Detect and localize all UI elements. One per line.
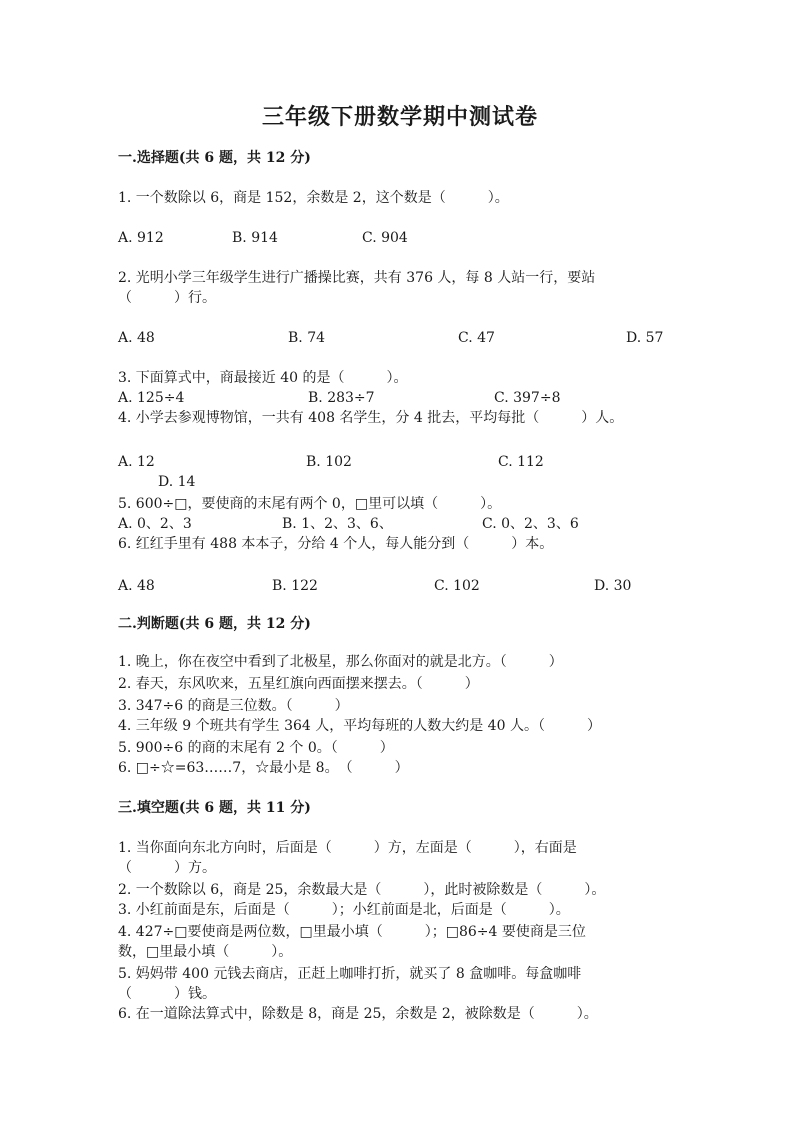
question-text: 2. 一个数除以 6，商是 25，余数最大是（ ），此时被除数是（ ）。 [118, 882, 606, 898]
question-text-continued: （ ）方。 [118, 860, 216, 876]
question-text: 1. 晚上，你在夜空中看到了北极星，那么你面对的就是北方。（ ） [118, 654, 563, 670]
question-text-continued: （ ）钱。 [118, 986, 216, 1002]
question-text: 2. 春天，东风吹来，五星红旗向西面摆来摆去。（ ） [118, 676, 479, 692]
option-b: B. 1、2、3、6、 [282, 516, 393, 532]
question-text: 5. 900÷6 的商的末尾有 2 个 0。（ ） [118, 740, 394, 756]
option-c: C. 904 [362, 230, 408, 246]
option-d: D. 57 [626, 330, 664, 346]
question-text-continued: 数，□里最小填（ ）。 [118, 944, 293, 960]
question-text: 4. 小学去参观博物馆，一共有 408 名学生，分 4 批去，平均每批（ ）人。 [118, 410, 624, 426]
question-text: 6. 红红手里有 488 本本子，分给 4 个人，每人能分到（ ）本。 [118, 536, 554, 552]
question-text: 6. 在一道除法算式中，除数是 8，商是 25，余数是 2，被除数是（ ）。 [118, 1006, 598, 1022]
question-text: 4. 三年级 9 个班共有学生 364 人，平均每班的人数大约是 40 人。（ ） [118, 718, 601, 734]
question-text: 1. 当你面向东北方向时，后面是（ ）方，左面是（ ），右面是 [118, 840, 577, 856]
option-c: C. 397÷8 [494, 390, 561, 406]
option-a: A. 48 [118, 578, 155, 594]
section-heading-fill-in: 三.填空题(共 6 题，共 11 分) [118, 800, 311, 816]
question-text: 3. 小红前面是东，后面是（ ）；小红前面是北，后面是（ ）。 [118, 902, 570, 918]
option-a: A. 0、2、3 [118, 516, 192, 532]
option-b: B. 914 [232, 230, 278, 246]
option-a: A. 125÷4 [118, 390, 185, 406]
question-text: 3. 下面算式中，商最接近 40 的是（ ）。 [118, 370, 408, 386]
option-a: A. 12 [118, 454, 155, 470]
option-b: B. 283÷7 [308, 390, 375, 406]
section-heading-multiple-choice: 一.选择题(共 6 题，共 12 分) [118, 150, 311, 166]
option-b: B. 102 [306, 454, 352, 470]
option-b: B. 74 [288, 330, 326, 346]
question-text: 1. 一个数除以 6，商是 152，余数是 2，这个数是（ ）。 [118, 190, 509, 206]
option-d: D. 30 [594, 578, 632, 594]
question-text: 6. □÷☆=63……7，☆最小是 8。 （ ） [118, 760, 409, 776]
option-a: A. 912 [118, 230, 164, 246]
question-text: 4. 427÷□要使商是两位数，□里最小填（ ）；□86÷4 要使商是三位 [118, 924, 586, 940]
option-c: C. 47 [458, 330, 495, 346]
page-title: 三年级下册数学期中测试卷 [261, 104, 538, 130]
question-text: 3. 347÷6 的商是三位数。（ ） [118, 698, 349, 714]
question-text: 5. 妈妈带 400 元钱去商店，正赶上咖啡打折，就买了 8 盒咖啡。每盒咖啡 [118, 966, 582, 982]
option-c: C. 112 [498, 454, 544, 470]
option-b: B. 122 [272, 578, 318, 594]
question-text-continued: （ ）行。 [118, 290, 216, 306]
section-heading-true-false: 二.判断题(共 6 题，共 12 分) [118, 616, 311, 632]
question-text: 5. 600÷□，要使商的末尾有两个 0，□里可以填（ ）。 [118, 496, 502, 512]
option-c: C. 0、2、3、6 [482, 516, 579, 532]
option-c: C. 102 [434, 578, 480, 594]
question-text: 2. 光明小学三年级学生进行广播操比赛，共有 376 人，每 8 人站一行，要站 [118, 270, 596, 286]
option-d: D. 14 [158, 474, 196, 490]
option-a: A. 48 [118, 330, 155, 346]
